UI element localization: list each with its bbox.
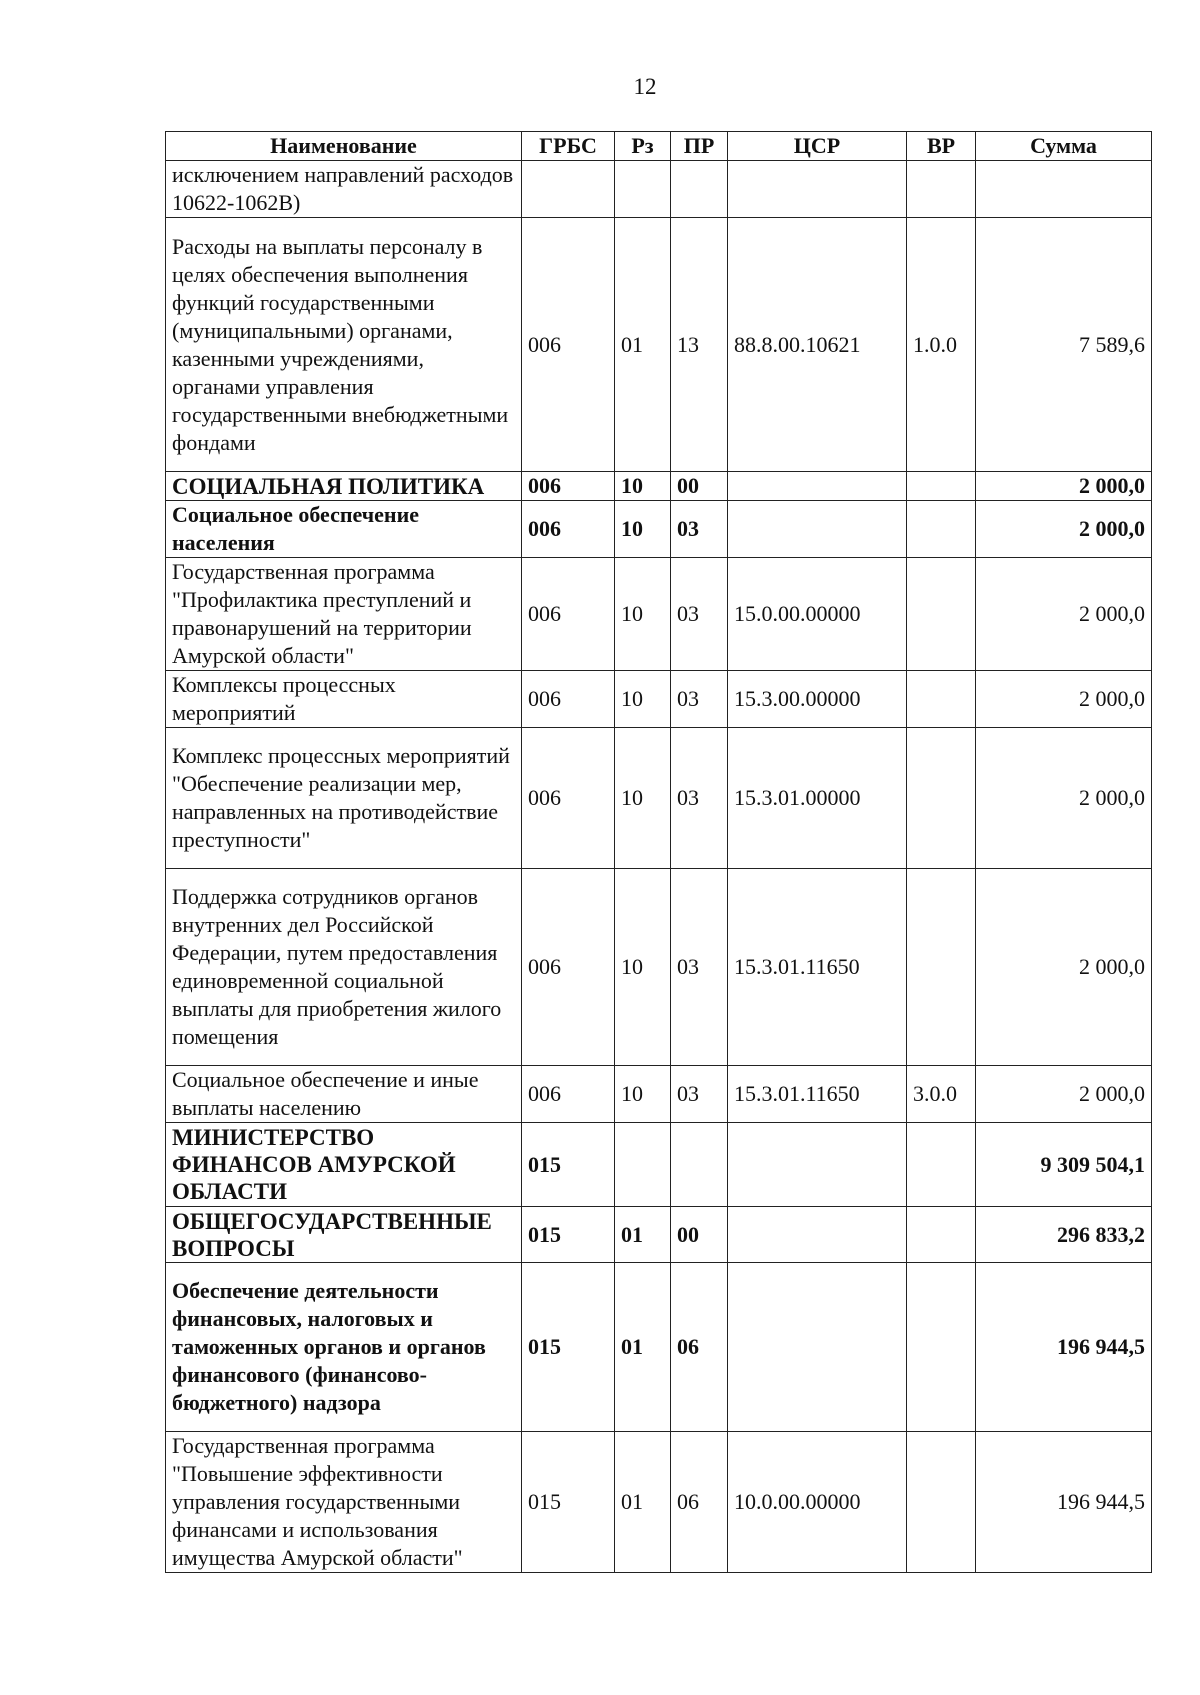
header-pr: ПР	[671, 132, 728, 161]
row-name: МИНИСТЕРСТВО ФИНАНСОВ АМУРСКОЙ ОБЛАСТИ	[166, 1123, 522, 1207]
row-pr	[671, 161, 728, 218]
row-sum: 2 000,0	[976, 472, 1152, 501]
row-rz: 10	[615, 869, 671, 1066]
row-pr: 06	[671, 1263, 728, 1432]
row-name: Комплексы процессных мероприятий	[166, 671, 522, 728]
row-sum: 2 000,0	[976, 869, 1152, 1066]
row-grbs: 015	[522, 1263, 615, 1432]
row-rz: 01	[615, 218, 671, 472]
row-name: исключением направлений расходов 10622-1062В)	[166, 161, 522, 218]
header-name: Наименование	[166, 132, 522, 161]
row-csr	[728, 161, 907, 218]
row-csr: 15.3.01.11650	[728, 1066, 907, 1123]
table-row	[166, 218, 1152, 472]
row-csr: 88.8.00.10621	[728, 218, 907, 472]
row-csr	[728, 1123, 907, 1207]
header-sum: Сумма	[976, 132, 1152, 161]
row-vr	[907, 869, 976, 1066]
table-row	[166, 1066, 1152, 1123]
row-name: Обеспечение деятельности финансовых, налоговых и таможенных органов и органов финансового (финансово-бюджетного) надзора	[166, 1263, 522, 1432]
row-sum: 2 000,0	[976, 501, 1152, 558]
row-pr: 03	[671, 869, 728, 1066]
row-name: Социальное обеспечение и иные выплаты населению	[166, 1066, 522, 1123]
row-rz	[615, 1123, 671, 1207]
row-name: Комплекс процессных мероприятий "Обеспечение реализации мер, направленных на противодействие преступности"	[166, 728, 522, 869]
row-csr	[728, 501, 907, 558]
row-csr: 15.3.00.00000	[728, 671, 907, 728]
row-csr	[728, 472, 907, 501]
row-name: Социальное обеспечение населения	[166, 501, 522, 558]
row-grbs: 006	[522, 1066, 615, 1123]
row-sum: 2 000,0	[976, 558, 1152, 671]
page-number: 12	[633, 74, 657, 99]
table-header-row	[166, 132, 1152, 161]
row-name: Государственная программа "Профилактика преступлений и правонарушений на территории Амурской области"	[166, 558, 522, 671]
row-sum: 2 000,0	[976, 671, 1152, 728]
header-rz: Рз	[615, 132, 671, 161]
row-grbs: 006	[522, 728, 615, 869]
row-csr	[728, 1207, 907, 1263]
header-csr: ЦСР	[728, 132, 907, 161]
table-row	[166, 869, 1152, 1066]
row-pr: 03	[671, 728, 728, 869]
row-pr: 06	[671, 1432, 728, 1573]
row-vr	[907, 472, 976, 501]
row-rz	[615, 161, 671, 218]
row-sum: 2 000,0	[976, 1066, 1152, 1123]
row-grbs: 015	[522, 1207, 615, 1263]
row-grbs: 006	[522, 501, 615, 558]
row-sum: 7 589,6	[976, 218, 1152, 472]
table-row	[166, 728, 1152, 869]
row-grbs: 015	[522, 1123, 615, 1207]
table-row	[166, 1263, 1152, 1432]
row-rz: 01	[615, 1207, 671, 1263]
row-vr: 1.0.0	[907, 218, 976, 472]
row-sum: 196 944,5	[976, 1263, 1152, 1432]
row-name: ОБЩЕГОСУДАРСТВЕННЫЕ ВОПРОСЫ	[166, 1207, 522, 1263]
row-csr: 15.0.00.00000	[728, 558, 907, 671]
row-csr	[728, 1263, 907, 1432]
row-rz: 10	[615, 472, 671, 501]
header-grbs: ГРБС	[522, 132, 615, 161]
table-row	[166, 1207, 1152, 1263]
row-sum	[976, 161, 1152, 218]
row-vr	[907, 671, 976, 728]
row-name: Расходы на выплаты персоналу в целях обеспечения выполнения функций государственными (муниципальными) органами, казенными учреждениями, органами управления государственными внебюджетными фондами	[166, 218, 522, 472]
table-row	[166, 472, 1152, 501]
row-pr: 03	[671, 501, 728, 558]
row-sum: 196 944,5	[976, 1432, 1152, 1573]
row-vr	[907, 501, 976, 558]
table-row	[166, 161, 1152, 218]
row-grbs: 006	[522, 218, 615, 472]
row-rz: 10	[615, 1066, 671, 1123]
row-pr: 03	[671, 558, 728, 671]
row-grbs: 006	[522, 869, 615, 1066]
row-sum: 9 309 504,1	[976, 1123, 1152, 1207]
row-csr: 15.3.01.00000	[728, 728, 907, 869]
row-rz: 10	[615, 728, 671, 869]
table-row	[166, 558, 1152, 671]
row-vr	[907, 161, 976, 218]
row-vr: 3.0.0	[907, 1066, 976, 1123]
row-rz: 01	[615, 1432, 671, 1573]
row-pr: 03	[671, 1066, 728, 1123]
row-grbs: 006	[522, 671, 615, 728]
row-pr: 13	[671, 218, 728, 472]
row-vr	[907, 1263, 976, 1432]
row-vr	[907, 1207, 976, 1263]
row-rz: 01	[615, 1263, 671, 1432]
row-pr: 03	[671, 671, 728, 728]
header-vr: ВР	[907, 132, 976, 161]
row-pr: 00	[671, 1207, 728, 1263]
row-pr	[671, 1123, 728, 1207]
row-pr: 00	[671, 472, 728, 501]
row-name: СОЦИАЛЬНАЯ ПОЛИТИКА	[166, 472, 522, 501]
row-sum: 2 000,0	[976, 728, 1152, 869]
table-row	[166, 671, 1152, 728]
row-vr	[907, 558, 976, 671]
row-rz: 10	[615, 558, 671, 671]
row-vr	[907, 1123, 976, 1207]
table-row	[166, 1123, 1152, 1207]
row-sum: 296 833,2	[976, 1207, 1152, 1263]
table-row	[166, 1432, 1152, 1573]
row-grbs: 015	[522, 1432, 615, 1573]
table-row	[166, 501, 1152, 558]
row-vr	[907, 728, 976, 869]
row-grbs	[522, 161, 615, 218]
budget-table	[165, 131, 1152, 1573]
row-rz: 10	[615, 671, 671, 728]
row-grbs: 006	[522, 472, 615, 501]
row-vr	[907, 1432, 976, 1573]
row-csr: 10.0.00.00000	[728, 1432, 907, 1573]
row-name: Государственная программа "Повышение эффективности управления государственными финансами и использования имущества Амурской области"	[166, 1432, 522, 1573]
row-grbs: 006	[522, 558, 615, 671]
row-name: Поддержка сотрудников органов внутренних дел Российской Федерации, путем предоставления единовременной социальной выплаты для приобретения жилого помещения	[166, 869, 522, 1066]
row-rz: 10	[615, 501, 671, 558]
row-csr: 15.3.01.11650	[728, 869, 907, 1066]
